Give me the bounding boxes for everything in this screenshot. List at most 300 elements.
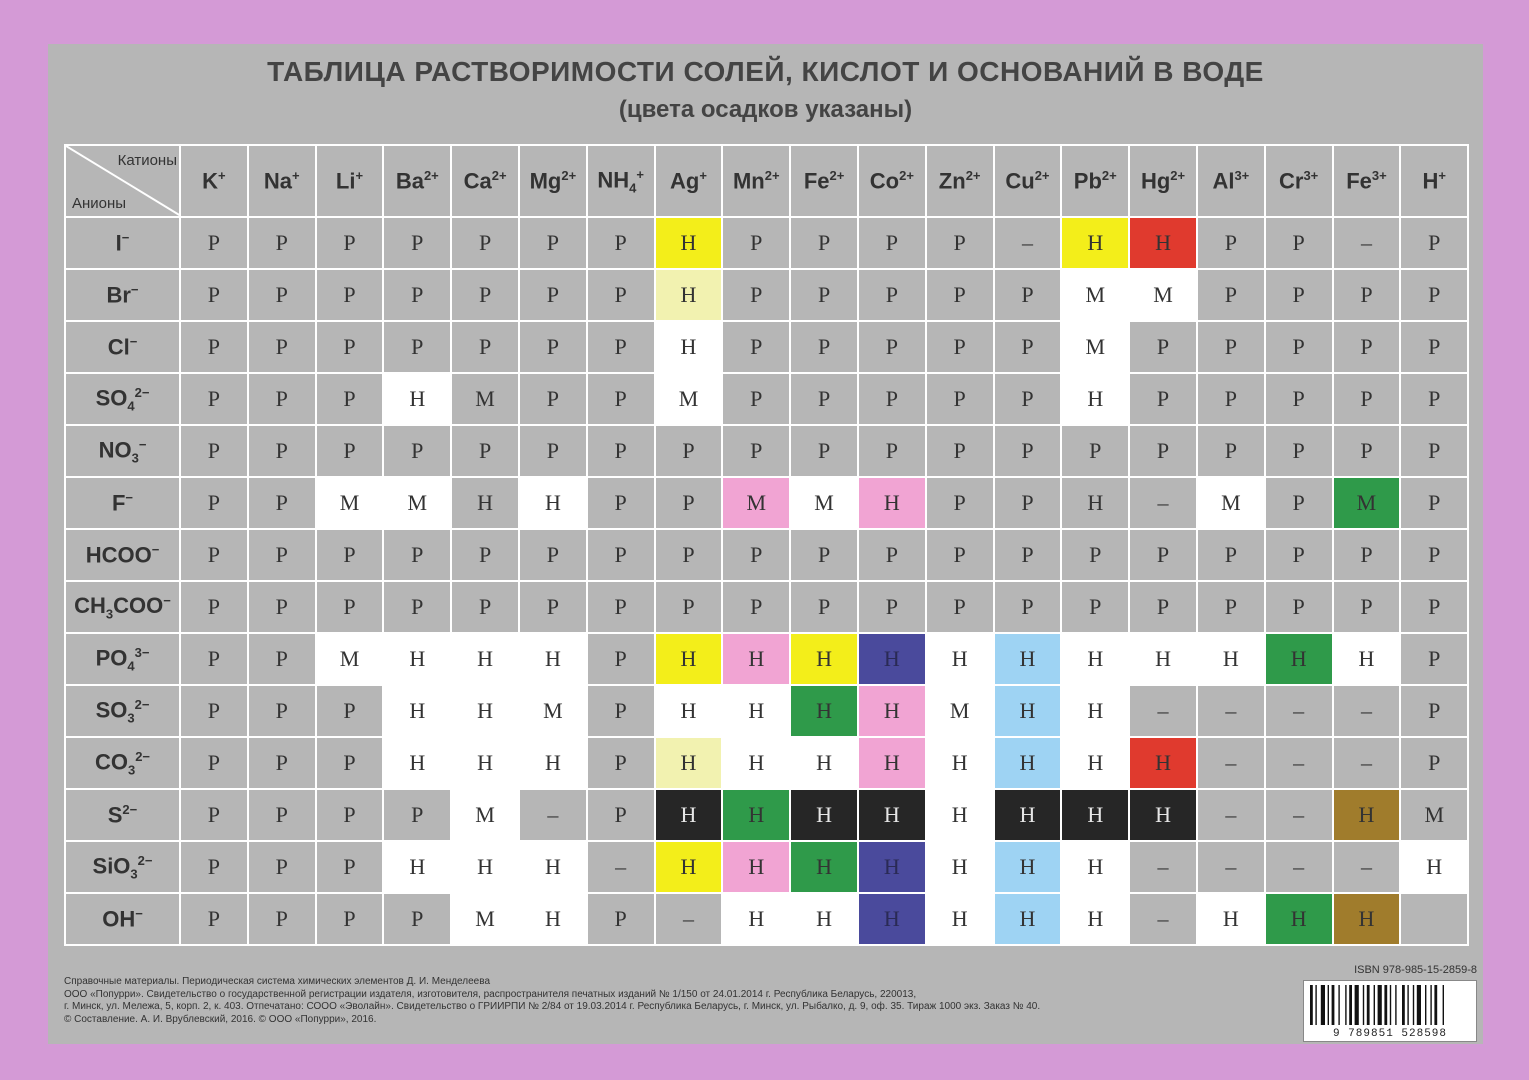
solubility-cell: Р: [383, 529, 451, 581]
solubility-cell: Р: [790, 321, 858, 373]
solubility-cell: Р: [790, 373, 858, 425]
solubility-cell: М: [316, 477, 384, 529]
solubility-cell: –: [1197, 685, 1265, 737]
table-row: [65, 477, 1468, 529]
solubility-cell: Р: [519, 425, 587, 477]
solubility-cell: Р: [248, 841, 316, 893]
barcode-icon: [1304, 981, 1476, 1027]
solubility-cell: Р: [1197, 581, 1265, 633]
cation-charge: 2+: [561, 167, 577, 183]
solubility-cell: Н: [1061, 789, 1129, 841]
footer-line: Справочные материалы. Периодическая система химических элементов Д. И. Менделеева: [64, 976, 491, 987]
anion-symbol: I: [115, 230, 122, 256]
solubility-cell: Н: [1061, 633, 1129, 685]
cation-symbol: Mg: [529, 168, 562, 194]
solubility-cell: Р: [383, 321, 451, 373]
anion-header: [65, 477, 180, 529]
solubility-cell: Р: [316, 581, 384, 633]
cations-label: Катионы: [117, 152, 177, 169]
solubility-cell: Н: [722, 685, 790, 737]
table-row: [65, 529, 1468, 581]
solubility-cell: Р: [316, 893, 384, 945]
solubility-cell: Р: [994, 477, 1062, 529]
solubility-cell: Р: [587, 529, 655, 581]
solubility-cell: Р: [316, 529, 384, 581]
solubility-cell: Н: [994, 893, 1062, 945]
solubility-cell: Р: [1400, 529, 1468, 581]
anion-symbol: OH: [102, 906, 136, 932]
anion-charge: −: [135, 905, 143, 921]
solubility-cell: Н: [1265, 893, 1333, 945]
solubility-cell: Н: [451, 685, 519, 737]
cation-header: [519, 145, 587, 217]
solubility-cell: М: [655, 373, 723, 425]
solubility-cell: Р: [1333, 581, 1401, 633]
table-row: [65, 841, 1468, 893]
solubility-cell: Р: [180, 633, 248, 685]
solubility-cell: Р: [858, 373, 926, 425]
solubility-cell: Н: [519, 633, 587, 685]
solubility-cell: Н: [790, 685, 858, 737]
cation-header: [1061, 145, 1129, 217]
solubility-cell: Н: [1333, 893, 1401, 945]
solubility-cell: Н: [1129, 737, 1197, 789]
cation-header: [1197, 145, 1265, 217]
solubility-cell: М: [383, 477, 451, 529]
solubility-cell: Р: [587, 633, 655, 685]
solubility-cell: Р: [1197, 217, 1265, 269]
solubility-cell: Р: [316, 737, 384, 789]
solubility-cell: Р: [858, 321, 926, 373]
solubility-cell: Р: [926, 529, 994, 581]
solubility-cell: Н: [858, 685, 926, 737]
solubility-cell: Р: [316, 269, 384, 321]
table-row: [65, 269, 1468, 321]
table-row: [65, 633, 1468, 685]
solubility-cell: Р: [587, 373, 655, 425]
cation-symbol: Ag: [670, 168, 700, 194]
solubility-cell: М: [519, 685, 587, 737]
solubility-cell: Р: [1265, 373, 1333, 425]
footer-line: г. Минск, ул. Мележа, 5, корп. 2, к. 403. Отпечатано: СООО «Эволайн». Свидетельство о ГРИИРПИ № 2/84 от 19.03.2014 г. Республика Беларусь, г. Минск, ул. Рыбалко, д. 9, оф. 35. Тираж 1000 экз. Заказ № 40.: [64, 1001, 1041, 1012]
solubility-cell: –: [1265, 685, 1333, 737]
solubility-cell: Р: [1400, 477, 1468, 529]
solubility-cell: Н: [383, 373, 451, 425]
solubility-cell: Р: [248, 893, 316, 945]
solubility-cell: Н: [519, 477, 587, 529]
solubility-cell: Р: [248, 737, 316, 789]
solubility-cell: Н: [1333, 789, 1401, 841]
solubility-cell: Н: [1061, 893, 1129, 945]
solubility-cell: Р: [790, 269, 858, 321]
anion-header: [65, 581, 180, 633]
solubility-cell: Р: [1265, 269, 1333, 321]
solubility-cell: Р: [1197, 529, 1265, 581]
solubility-cell: Р: [722, 321, 790, 373]
solubility-cell: Н: [926, 893, 994, 945]
cation-header: [451, 145, 519, 217]
cation-header: [655, 145, 723, 217]
cation-symbol: H: [1422, 168, 1439, 194]
cation-header: [1265, 145, 1333, 217]
solubility-cell: –: [1333, 685, 1401, 737]
cation-charge: 2+: [491, 167, 507, 183]
solubility-cell: Н: [722, 633, 790, 685]
anion-charge: 2−: [135, 748, 151, 764]
solubility-cell: Н: [383, 841, 451, 893]
solubility-cell: Р: [316, 373, 384, 425]
cation-header: [1129, 145, 1197, 217]
solubility-cell: –: [519, 789, 587, 841]
solubility-cell: Р: [180, 425, 248, 477]
solubility-cell: М: [926, 685, 994, 737]
cation-charge: +: [636, 166, 644, 182]
solubility-cell: Р: [722, 529, 790, 581]
solubility-cell: Н: [519, 841, 587, 893]
solubility-cell: Р: [248, 269, 316, 321]
cation-symbol: Ca: [463, 168, 492, 194]
anion-symbol: SO: [95, 696, 128, 722]
solubility-cell: Р: [1400, 321, 1468, 373]
solubility-cell: Р: [858, 529, 926, 581]
cation-header: [994, 145, 1062, 217]
anion-header: [65, 321, 180, 373]
solubility-cell: Н: [1197, 893, 1265, 945]
solubility-cell: Р: [451, 269, 519, 321]
solubility-cell: Р: [383, 789, 451, 841]
solubility-cell: Н: [858, 633, 926, 685]
solubility-cell: Р: [248, 217, 316, 269]
solubility-cell: Р: [519, 217, 587, 269]
cation-charge: 3+: [1303, 167, 1319, 183]
anion-charge: −: [130, 281, 139, 297]
solubility-cell: Р: [1400, 269, 1468, 321]
solubility-cell: Н: [1400, 841, 1468, 893]
solubility-cell: Н: [451, 737, 519, 789]
solubility-cell: Н: [790, 841, 858, 893]
cation-header: [722, 145, 790, 217]
table-corner: [65, 145, 180, 217]
solubility-cell: Н: [1129, 789, 1197, 841]
anion-subscript: 4: [127, 658, 135, 674]
solubility-cell: М: [1061, 269, 1129, 321]
solubility-cell: М: [451, 893, 519, 945]
solubility-cell: Р: [519, 269, 587, 321]
table-row: [65, 737, 1468, 789]
footer-line: ООО «Попурри». Свидетельство о государственной регистрации издателя, изготовителя, распространителя печатных изданий № 1/150 от 24.01.2014 г. Республика Беларусь, 220013,: [64, 988, 917, 1000]
solubility-cell: Р: [180, 789, 248, 841]
table-row: [65, 425, 1468, 477]
solubility-cell: Р: [1400, 633, 1468, 685]
solubility-cell: –: [1265, 841, 1333, 893]
solubility-cell: Р: [1333, 425, 1401, 477]
solubility-cell: Р: [1061, 425, 1129, 477]
cation-header: [1333, 145, 1401, 217]
solubility-cell: Р: [519, 529, 587, 581]
cation-symbol: Fe: [1346, 168, 1372, 194]
solubility-cell: Р: [790, 217, 858, 269]
solubility-cell: Н: [858, 789, 926, 841]
solubility-cell: Р: [994, 425, 1062, 477]
anion-charge: 2−: [122, 801, 138, 817]
table-row: [65, 321, 1468, 373]
anion-header: [65, 217, 180, 269]
solubility-cell: Р: [1129, 425, 1197, 477]
table-row: [65, 685, 1468, 737]
solubility-cell: Р: [451, 425, 519, 477]
cation-charge: +: [699, 167, 707, 183]
anion-charge: −: [138, 436, 147, 452]
cation-charge: 2+: [423, 167, 439, 183]
solubility-cell: –: [994, 217, 1062, 269]
cation-symbol: Hg: [1140, 168, 1171, 194]
table-row: [65, 893, 1468, 945]
anion-symbol: F: [111, 490, 126, 516]
anion-symbol: Br: [106, 282, 131, 308]
cation-header: [790, 145, 858, 217]
barcode-number: 9 789851 528598: [1304, 1028, 1476, 1040]
solubility-cell: Н: [926, 737, 994, 789]
solubility-cell: М: [1061, 321, 1129, 373]
cation-charge: 3+: [1234, 167, 1250, 183]
solubility-cell: Р: [1129, 373, 1197, 425]
cation-charge: 2+: [899, 167, 914, 183]
solubility-cell: Н: [790, 737, 858, 789]
cation-charge: 2+: [1101, 167, 1117, 183]
solubility-cell: Р: [926, 217, 994, 269]
solubility-cell: Н: [655, 217, 723, 269]
solubility-cell: Н: [383, 685, 451, 737]
anion-header: [65, 789, 180, 841]
anion-symbol: HCOO: [85, 542, 152, 568]
solubility-cell: Н: [1061, 841, 1129, 893]
solubility-cell: Р: [248, 685, 316, 737]
anion-header: [65, 633, 180, 685]
solubility-cell: Р: [248, 581, 316, 633]
cation-header: [926, 145, 994, 217]
solubility-cell: Р: [180, 581, 248, 633]
solubility-cell: Р: [180, 737, 248, 789]
anion-header: [65, 841, 180, 893]
solubility-cell: Н: [858, 737, 926, 789]
solubility-cell: Н: [655, 321, 723, 373]
anion-header: [65, 425, 180, 477]
solubility-cell: Н: [926, 841, 994, 893]
solubility-cell: Р: [248, 529, 316, 581]
solubility-cell: Р: [1265, 477, 1333, 529]
solubility-cell: Р: [180, 529, 248, 581]
solubility-cell: М: [1129, 269, 1197, 321]
anion-symbol: PO: [95, 644, 128, 670]
cation-charge: +: [291, 167, 300, 183]
solubility-cell: Р: [180, 841, 248, 893]
solubility-cell: Р: [587, 685, 655, 737]
solubility-cell: –: [1333, 217, 1401, 269]
solubility-cell: Р: [180, 269, 248, 321]
solubility-cell: Р: [655, 581, 723, 633]
solubility-cell: Р: [1197, 373, 1265, 425]
solubility-cell: Н: [1197, 633, 1265, 685]
anion-charge: −: [121, 229, 130, 245]
solubility-cell: Р: [926, 321, 994, 373]
cation-symbol: Pb: [1073, 168, 1102, 194]
solubility-cell: –: [1129, 685, 1197, 737]
solubility-cell: Н: [994, 841, 1062, 893]
solubility-cell: Р: [858, 217, 926, 269]
cation-symbol: Fe: [803, 168, 830, 194]
solubility-cell: М: [1333, 477, 1401, 529]
solubility-cell: Н: [1061, 217, 1129, 269]
cation-symbol: K: [202, 168, 219, 194]
table-row: [65, 373, 1468, 425]
cation-charge: +: [1438, 167, 1446, 183]
anion-symbol: SiO: [92, 852, 131, 878]
solubility-cell: Р: [722, 217, 790, 269]
anion-subscript: 4: [127, 398, 135, 414]
solubility-cell: Р: [722, 425, 790, 477]
solubility-cell: Р: [587, 789, 655, 841]
solubility-cell: Р: [1333, 321, 1401, 373]
cation-charge: +: [355, 167, 364, 183]
solubility-cell: Р: [655, 477, 723, 529]
cation-header: [316, 145, 384, 217]
solubility-cell: Р: [1197, 269, 1265, 321]
cation-header: [587, 145, 655, 217]
solubility-cell: Р: [248, 373, 316, 425]
solubility-cell: Н: [519, 893, 587, 945]
anion-symbol: Cl: [107, 334, 130, 360]
anion-subscript: 3: [127, 710, 135, 726]
anion-charge: −: [125, 489, 134, 505]
solubility-cell: Р: [994, 269, 1062, 321]
solubility-cell: Н: [858, 477, 926, 529]
solubility-cell: Н: [994, 789, 1062, 841]
cation-header: [383, 145, 451, 217]
solubility-cell: Р: [451, 529, 519, 581]
isbn-label: ISBN 978-985-15-2859-8: [1354, 964, 1477, 976]
solubility-cell: Н: [722, 789, 790, 841]
solubility-cell: Н: [383, 737, 451, 789]
solubility-cell: Н: [1129, 217, 1197, 269]
cation-charge: 2+: [829, 167, 845, 183]
solubility-table: [64, 144, 1469, 946]
solubility-cell: Р: [316, 425, 384, 477]
solubility-cell: [1400, 893, 1468, 945]
cation-header: [1400, 145, 1468, 217]
solubility-cell: Р: [316, 841, 384, 893]
cation-symbol: Cu: [1005, 168, 1035, 194]
solubility-cell: Н: [383, 633, 451, 685]
solubility-cell: Н: [655, 269, 723, 321]
cation-symbol: Cr: [1279, 168, 1304, 194]
cation-charge: 2+: [1170, 167, 1186, 183]
anion-header: [65, 373, 180, 425]
solubility-cell: Р: [858, 269, 926, 321]
solubility-cell: Р: [1265, 321, 1333, 373]
solubility-cell: Р: [316, 321, 384, 373]
anion-header: [65, 269, 180, 321]
solubility-cell: Р: [383, 893, 451, 945]
solubility-cell: Р: [519, 581, 587, 633]
solubility-cell: М: [316, 633, 384, 685]
cation-charge: +: [218, 167, 226, 183]
anion-charge: 2−: [137, 852, 153, 868]
cation-subscript: 4: [629, 180, 637, 196]
solubility-cell: Р: [790, 425, 858, 477]
solubility-cell: Н: [722, 841, 790, 893]
solubility-cell: Н: [790, 633, 858, 685]
solubility-cell: –: [1197, 841, 1265, 893]
solubility-cell: –: [1197, 737, 1265, 789]
solubility-cell: Р: [248, 477, 316, 529]
solubility-cell: Р: [790, 581, 858, 633]
anion-subscript: 3: [127, 762, 136, 778]
solubility-cell: Р: [655, 425, 723, 477]
solubility-cell: Р: [180, 373, 248, 425]
solubility-cell: Н: [655, 685, 723, 737]
solubility-cell: Р: [1129, 321, 1197, 373]
solubility-cell: Р: [451, 217, 519, 269]
solubility-cell: Р: [722, 269, 790, 321]
solubility-cell: М: [790, 477, 858, 529]
solubility-cell: Р: [858, 581, 926, 633]
solubility-cell: Р: [180, 321, 248, 373]
footer-line: © Составление. А. И. Врублевский, 2016. © ООО «Попурри», 2016.: [64, 1013, 377, 1025]
solubility-cell: Р: [1400, 737, 1468, 789]
solubility-cell: Р: [1197, 425, 1265, 477]
anion-header: [65, 529, 180, 581]
solubility-cell: Р: [994, 529, 1062, 581]
solubility-cell: Н: [1333, 633, 1401, 685]
solubility-cell: –: [1129, 477, 1197, 529]
cation-charge: 2+: [764, 167, 780, 183]
anion-header: [65, 685, 180, 737]
solubility-cell: М: [1197, 477, 1265, 529]
solubility-cell: Р: [926, 581, 994, 633]
cation-symbol: Ba: [395, 168, 424, 194]
solubility-cell: Р: [994, 321, 1062, 373]
solubility-cell: Р: [587, 425, 655, 477]
solubility-cell: Н: [451, 477, 519, 529]
solubility-cell: Р: [587, 217, 655, 269]
cation-symbol: Li: [335, 168, 356, 194]
solubility-cell: Р: [1400, 581, 1468, 633]
anion-charge: −: [163, 592, 171, 608]
solubility-cell: Н: [858, 841, 926, 893]
solubility-cell: Р: [383, 581, 451, 633]
anion-header: [65, 893, 180, 945]
imprint-footer: [64, 976, 1294, 1026]
solubility-cell: Р: [1333, 373, 1401, 425]
solubility-cell: Р: [790, 529, 858, 581]
cation-symbol: Al: [1212, 168, 1235, 194]
anion-charge: −: [129, 333, 138, 349]
solubility-cell: Н: [1061, 737, 1129, 789]
solubility-cell: Р: [994, 373, 1062, 425]
solubility-cell: Р: [722, 581, 790, 633]
solubility-cell: Н: [926, 633, 994, 685]
solubility-cell: Н: [790, 789, 858, 841]
page-subtitle: (цвета осадков указаны): [618, 96, 913, 123]
solubility-cell: Р: [383, 425, 451, 477]
solubility-cell: –: [655, 893, 723, 945]
anion-symbol: S: [107, 802, 123, 828]
solubility-cell: Р: [1265, 581, 1333, 633]
solubility-cell: Р: [655, 529, 723, 581]
anions-label: Анионы: [72, 195, 127, 212]
solubility-cell: Р: [316, 789, 384, 841]
cation-symbol: Mn: [732, 168, 765, 194]
